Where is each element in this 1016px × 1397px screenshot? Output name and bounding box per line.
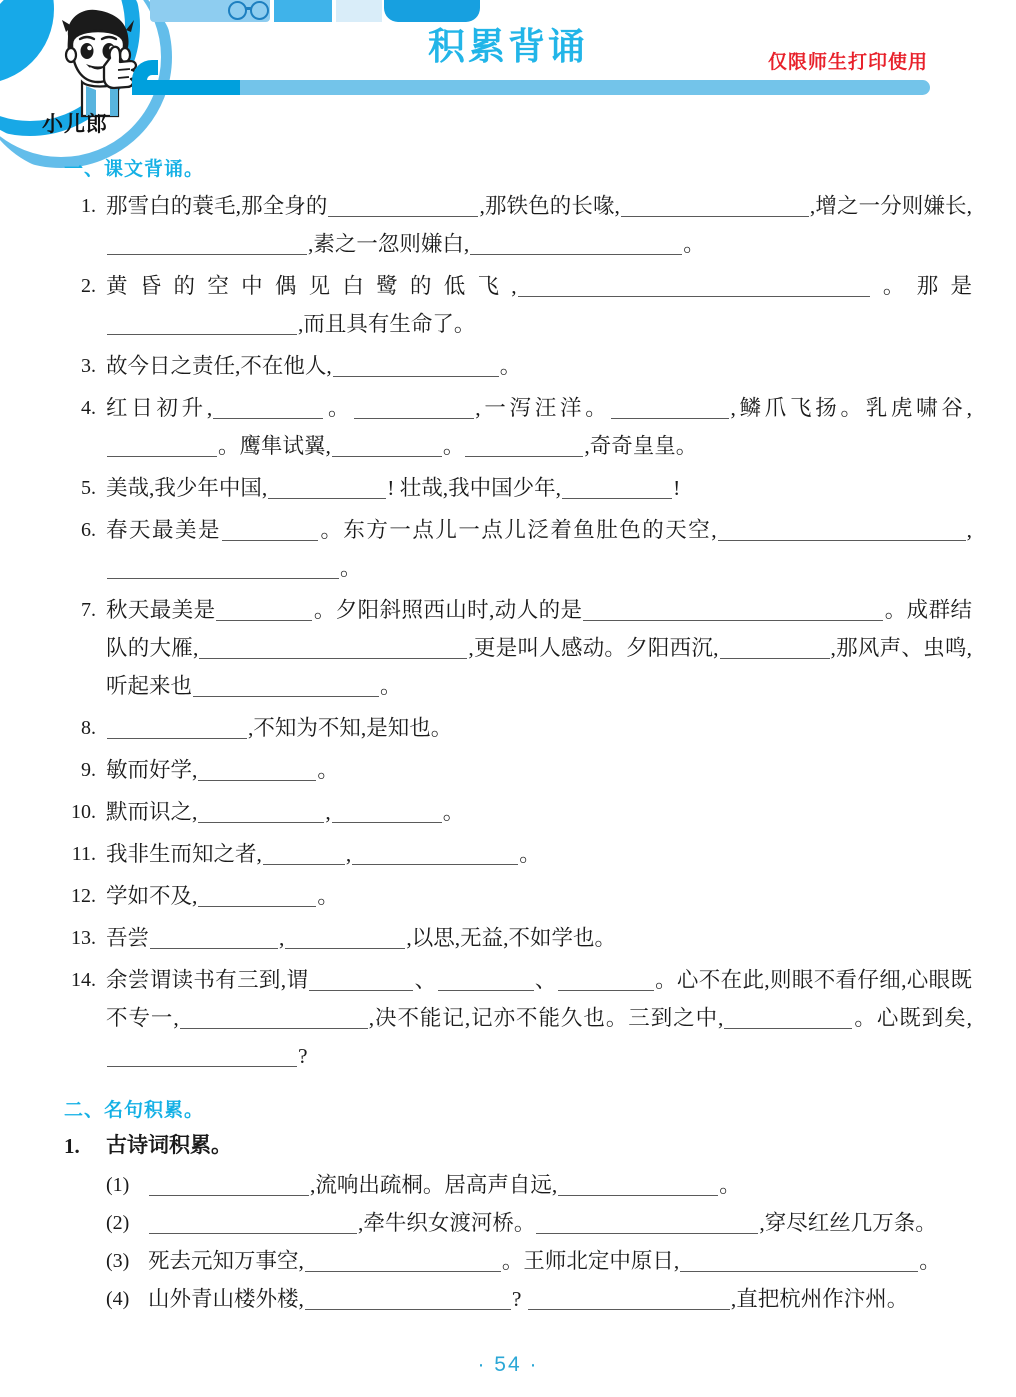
poem-item-number: (3) <box>106 1250 130 1272</box>
question-item <box>60 961 972 1075</box>
question-item <box>60 267 972 343</box>
question-text: 我非生而知之者, <box>106 842 262 866</box>
poem-item <box>106 1166 972 1204</box>
question-text: 。东方一点儿一点儿泛着鱼肚色的天空, <box>318 518 717 542</box>
question-text: 。成群结队的大雁, <box>106 598 972 660</box>
question-text: 。 <box>317 758 339 782</box>
fill-in-blank[interactable] <box>107 1043 297 1067</box>
question-text: ,以思,无益,不如学也。 <box>406 926 617 950</box>
fill-in-blank[interactable] <box>562 475 672 499</box>
question-text: 。鹰隼试翼, <box>218 434 331 458</box>
fill-in-blank[interactable] <box>150 925 278 949</box>
fill-in-blank[interactable] <box>180 1005 368 1029</box>
print-restriction-note: 仅限师生打印使用 <box>767 52 928 73</box>
question-text: 。 <box>317 884 339 908</box>
question-text: , <box>279 926 285 950</box>
fill-in-blank[interactable] <box>305 1286 511 1310</box>
fill-in-blank[interactable] <box>438 967 534 991</box>
question-body <box>106 877 972 915</box>
question-number: 3. <box>81 355 96 377</box>
question-text: 黄昏的空中偶见白鹭的低飞, <box>106 274 517 298</box>
poem-item <box>106 1280 972 1318</box>
glasses-icon <box>228 1 288 15</box>
question-text: ,增之一分则嫌长, <box>809 194 972 218</box>
page-header <box>0 0 1016 140</box>
question-text: 、 <box>534 968 557 992</box>
poem-item-body <box>148 1249 941 1273</box>
poem-item-number: (2) <box>106 1212 130 1234</box>
section-2-heading: 二、名句积累。 <box>64 1100 205 1121</box>
fill-in-blank[interactable] <box>558 967 654 991</box>
fill-in-blank[interactable] <box>354 395 474 419</box>
poem-item-body <box>148 1287 908 1311</box>
section-1-heading: 一、课文背诵。 <box>64 159 205 180</box>
question-item <box>60 347 972 385</box>
question-item <box>60 793 972 831</box>
fill-in-blank[interactable] <box>263 841 345 865</box>
fill-in-blank[interactable] <box>352 841 518 865</box>
question-text: 。 <box>380 674 402 698</box>
question-text: 。 <box>519 842 541 866</box>
question-text: ,牵牛织女渡河桥。 <box>358 1211 536 1235</box>
fill-in-blank[interactable] <box>149 1210 357 1234</box>
question-text: 。心不在此,则眼不看仔细,心眼既不专一, <box>106 968 972 1030</box>
question-text: 那雪白的蓑毛,那全身的 <box>106 194 328 218</box>
fill-in-blank[interactable] <box>583 597 883 621</box>
fill-in-blank[interactable] <box>309 967 413 991</box>
fill-in-blank[interactable] <box>193 673 379 697</box>
question-text: , <box>966 518 972 542</box>
poem-item-number: (1) <box>106 1174 130 1196</box>
question-number: 14. <box>71 969 96 991</box>
question-text: 默而识之, <box>106 800 198 824</box>
fill-in-blank[interactable] <box>107 555 339 579</box>
question-text: ,不知为不知,是知也。 <box>248 716 453 740</box>
decor-rule-bar <box>140 80 930 95</box>
fill-in-blank[interactable] <box>107 433 217 457</box>
fill-in-blank[interactable] <box>332 799 442 823</box>
fill-in-blank[interactable] <box>333 353 499 377</box>
question-item <box>60 919 972 957</box>
question-text: ! <box>673 476 681 500</box>
question-text: 红日初升, <box>106 396 213 420</box>
question-text: 故今日之责任,不在他人, <box>106 354 332 378</box>
question-item <box>60 877 972 915</box>
question-text: 。心既到矣, <box>853 1006 972 1030</box>
question-body <box>106 961 972 1075</box>
fill-in-blank[interactable] <box>328 193 478 217</box>
fill-in-blank[interactable] <box>518 273 870 297</box>
fill-in-blank[interactable] <box>216 597 312 621</box>
question-number: 9. <box>81 759 96 781</box>
question-number: 10. <box>71 801 96 823</box>
question-text: 余尝谓读书有三到,谓 <box>106 968 309 992</box>
question-text: 。王师北定中原日, <box>501 1249 680 1273</box>
fill-in-blank[interactable] <box>213 395 323 419</box>
section-1-question-list <box>60 187 972 1075</box>
page-title: 积累背诵 <box>428 26 588 67</box>
fill-in-blank[interactable] <box>470 231 682 255</box>
question-body <box>106 347 972 385</box>
fill-in-blank[interactable] <box>680 1248 918 1272</box>
question-text: 。夕阳斜照西山时,动人的是 <box>313 598 583 622</box>
section-2-sub-title: 古诗词积累。 <box>106 1134 232 1157</box>
question-text: 秋天最美是 <box>106 598 216 622</box>
question-text: ,而且具有生命了。 <box>298 312 476 336</box>
question-body <box>106 793 972 831</box>
question-number: 13. <box>71 927 96 949</box>
question-text: ,鳞爪飞扬。乳虎啸谷, <box>730 396 972 420</box>
question-item <box>60 389 972 465</box>
section-2-item-list <box>60 1166 972 1318</box>
fill-in-blank[interactable] <box>718 517 966 541</box>
poem-item-number: (4) <box>106 1288 130 1310</box>
question-body <box>106 267 972 343</box>
question-text: ? <box>298 1044 308 1068</box>
question-number: 11. <box>71 843 96 865</box>
question-number: 1. <box>81 195 96 217</box>
poem-item-body <box>148 1211 937 1235</box>
question-item <box>60 469 972 507</box>
question-text: 。 <box>442 800 465 824</box>
fill-in-blank[interactable] <box>558 1172 718 1196</box>
question-text: 吾尝 <box>106 926 150 950</box>
mascot-name-label: 小儿郎 <box>42 113 108 136</box>
question-text: 敏而好学, <box>106 758 198 782</box>
question-text: 学如不及, <box>106 884 198 908</box>
question-number: 8. <box>81 717 96 739</box>
question-text: ? <box>511 1287 527 1311</box>
question-text: ,直把杭州作汴州。 <box>730 1287 909 1311</box>
fill-in-blank[interactable] <box>268 475 386 499</box>
question-item <box>60 187 972 263</box>
question-text: ,决不能记,记亦不能久也。三到之中, <box>368 1006 724 1030</box>
question-text: ,那风声、虫鸣,听起来也 <box>106 636 972 698</box>
question-text: , <box>325 800 331 824</box>
question-body <box>106 469 972 507</box>
page-number: · 54 · <box>477 1353 539 1376</box>
question-text: 。那是 <box>870 274 972 298</box>
fill-in-blank[interactable] <box>720 635 830 659</box>
fill-in-blank[interactable] <box>198 799 324 823</box>
question-text: ,流响出疏桐。居高声自远, <box>310 1173 558 1197</box>
fill-in-blank[interactable] <box>305 1248 501 1272</box>
fill-in-blank[interactable] <box>285 925 405 949</box>
question-body <box>106 187 972 263</box>
question-number: 12. <box>71 885 96 907</box>
question-item <box>60 591 972 705</box>
question-number: 7. <box>81 599 96 621</box>
question-text: 春天最美是 <box>106 518 221 542</box>
question-text: ,那铁色的长喙, <box>479 194 620 218</box>
question-text: ,一泻汪洋。 <box>475 396 611 420</box>
question-text: ,奇奇皇皇。 <box>584 434 698 458</box>
fill-in-blank[interactable] <box>536 1210 758 1234</box>
fill-in-blank[interactable] <box>465 433 583 457</box>
fill-in-blank[interactable] <box>528 1286 730 1310</box>
poem-item <box>106 1204 972 1242</box>
question-text: 、 <box>414 968 437 992</box>
poem-item-body <box>148 1173 741 1197</box>
question-body <box>106 389 972 465</box>
question-text: 。 <box>442 434 465 458</box>
fill-in-blank[interactable] <box>332 433 442 457</box>
fill-in-blank[interactable] <box>107 231 307 255</box>
poem-item <box>106 1242 972 1280</box>
question-text: , <box>345 842 352 866</box>
question-body <box>106 709 972 747</box>
question-item <box>60 751 972 789</box>
question-text: 死去元知万事空, <box>148 1249 304 1273</box>
fill-in-blank[interactable] <box>724 1005 852 1029</box>
fill-in-blank[interactable] <box>198 883 316 907</box>
question-text: 美哉,我少年中国, <box>106 476 268 500</box>
section-2-sub-number: 1. <box>64 1134 80 1158</box>
question-text: 。 <box>719 1173 741 1197</box>
question-body <box>106 835 972 873</box>
question-text: 。 <box>340 556 362 580</box>
question-text: ,穿尽红丝几万条。 <box>759 1211 937 1235</box>
fill-in-blank[interactable] <box>107 311 297 335</box>
question-item <box>60 835 972 873</box>
question-text: ,素之一忽则嫌白, <box>308 232 470 256</box>
fill-in-blank[interactable] <box>198 757 316 781</box>
fill-in-blank[interactable] <box>199 635 467 659</box>
fill-in-blank[interactable] <box>611 395 729 419</box>
question-body <box>106 591 972 705</box>
section-2-subheading <box>60 1128 972 1164</box>
question-text: ,更是叫人感动。夕阳西沉, <box>468 636 719 660</box>
question-item <box>60 709 972 747</box>
question-body <box>106 511 972 587</box>
question-number: 6. <box>81 519 96 541</box>
question-body <box>106 751 972 789</box>
question-text: 。 <box>499 354 522 378</box>
fill-in-blank[interactable] <box>107 715 247 739</box>
question-number: 4. <box>81 397 96 419</box>
question-number: 5. <box>81 477 96 499</box>
question-item <box>60 511 972 587</box>
worksheet-content <box>0 154 1016 1318</box>
question-text: 。 <box>683 232 705 256</box>
fill-in-blank[interactable] <box>621 193 809 217</box>
question-body <box>106 919 972 957</box>
question-text: 。 <box>919 1249 941 1273</box>
fill-in-blank[interactable] <box>222 517 318 541</box>
question-number: 2. <box>81 275 96 297</box>
question-text: 。 <box>324 396 354 420</box>
fill-in-blank[interactable] <box>149 1172 309 1196</box>
question-text: 山外青山楼外楼, <box>148 1287 304 1311</box>
question-text: ! 壮哉,我中国少年, <box>387 476 562 500</box>
